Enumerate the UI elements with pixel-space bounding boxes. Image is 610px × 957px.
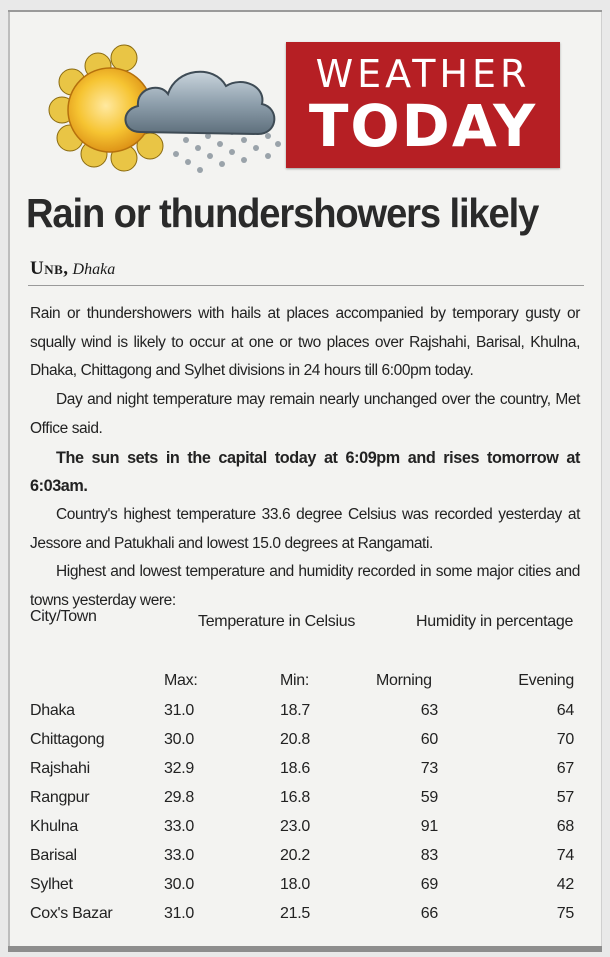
subheader-evening: Evening [518,672,574,689]
cell-min: 20.2 [280,847,310,864]
cell-morning: 66 [420,905,438,922]
clipping-bottom-border [8,946,602,952]
table-row [30,702,580,728]
cell-max: 29.8 [164,789,194,806]
cell-morning: 83 [420,847,438,864]
cell-morning: 73 [420,760,438,777]
cell-evening: 74 [556,847,574,864]
byline-agency: Unb, [30,258,69,279]
weather-today-banner [286,42,560,168]
cell-max: 30.0 [164,731,194,748]
cell-evening: 42 [556,876,574,893]
cell-city: Khulna [30,818,79,835]
table-row [30,818,580,844]
cloud-shape [125,72,274,134]
cell-city: Dhaka [30,702,75,719]
cell-max: 31.0 [164,905,194,922]
cell-min: 18.6 [280,760,310,777]
cell-max: 31.0 [164,702,194,719]
byline-place: Dhaka [72,261,116,278]
cell-city: Rangpur [30,789,90,806]
sun-cloud-rain-icon [36,36,286,176]
cell-city: Cox's Bazar [30,905,113,922]
cell-evening: 67 [556,760,574,777]
table-row [30,731,580,757]
header-city: City/Town [30,608,97,625]
table-row [30,905,580,931]
article-body [30,300,580,616]
subheader-morning: Morning [376,672,432,689]
paragraph-forecast: Rain or thundershowers with hails at places accompanied by temporary gusty or squally wind is likely to occur at one or two places over Rajshahi, Barisal, Khulna, Dhaka, Chittagong and Sylhet divisions in 24 hours till 6:00pm today. [30,305,580,380]
banner-line-weather: WEATHER [315,52,531,96]
banner-line-today: TODAY [308,92,538,160]
cell-min: 21.5 [280,905,310,922]
paragraph-temperature: Day and night temperature may remain nearly unchanged over the country, Met Office said. [30,391,580,437]
cell-morning: 59 [420,789,438,806]
cell-min: 18.0 [280,876,310,893]
cell-evening: 75 [556,905,574,922]
subheader-max: Max: [164,672,198,689]
header-temperature: Temperature in Celsius [198,613,356,630]
table-row [30,876,580,902]
cell-city: Chittagong [30,731,105,748]
cell-max: 30.0 [164,876,194,893]
cell-morning: 69 [420,876,438,893]
paragraph-table-intro: Highest and lowest temperature and humidity recorded in some major cities and towns yesterday were: [30,563,580,610]
cell-max: 33.0 [164,818,194,835]
cell-min: 18.7 [280,702,310,719]
cell-morning: 63 [420,702,438,719]
cell-max: 33.0 [164,847,194,864]
header-humidity: Humidity in percentage [416,613,574,630]
table-row [30,760,580,786]
cell-morning: 60 [420,731,438,748]
table-row [30,847,580,873]
cell-city: Barisal [30,847,77,864]
cell-min: 16.8 [280,789,310,806]
byline-divider [28,285,584,286]
cell-city: Rajshahi [30,760,90,777]
article-headline: Rain or thundershowers likely [26,190,539,236]
paragraph-sunset: The sun sets in the capital today at 6:09pm and rises tomorrow at 6:03am. [30,448,580,496]
table-row [30,789,580,815]
subheader-min: Min: [280,672,310,689]
cell-min: 23.0 [280,818,310,835]
cell-evening: 68 [556,818,574,835]
cell-morning: 91 [420,818,438,835]
paragraph-extremes: Country's highest temperature 33.6 degree Celsius was recorded yesterday at Jessore and Patukhali and lowest 15.0 degrees at Rangamati. [30,505,580,552]
cell-evening: 64 [556,702,574,719]
cell-evening: 70 [556,731,574,748]
byline [30,258,115,280]
cell-max: 32.9 [164,760,194,777]
cell-city: Sylhet [30,876,73,893]
cell-evening: 57 [556,789,574,806]
clipping-top-border [8,10,602,12]
cell-min: 20.8 [280,731,310,748]
